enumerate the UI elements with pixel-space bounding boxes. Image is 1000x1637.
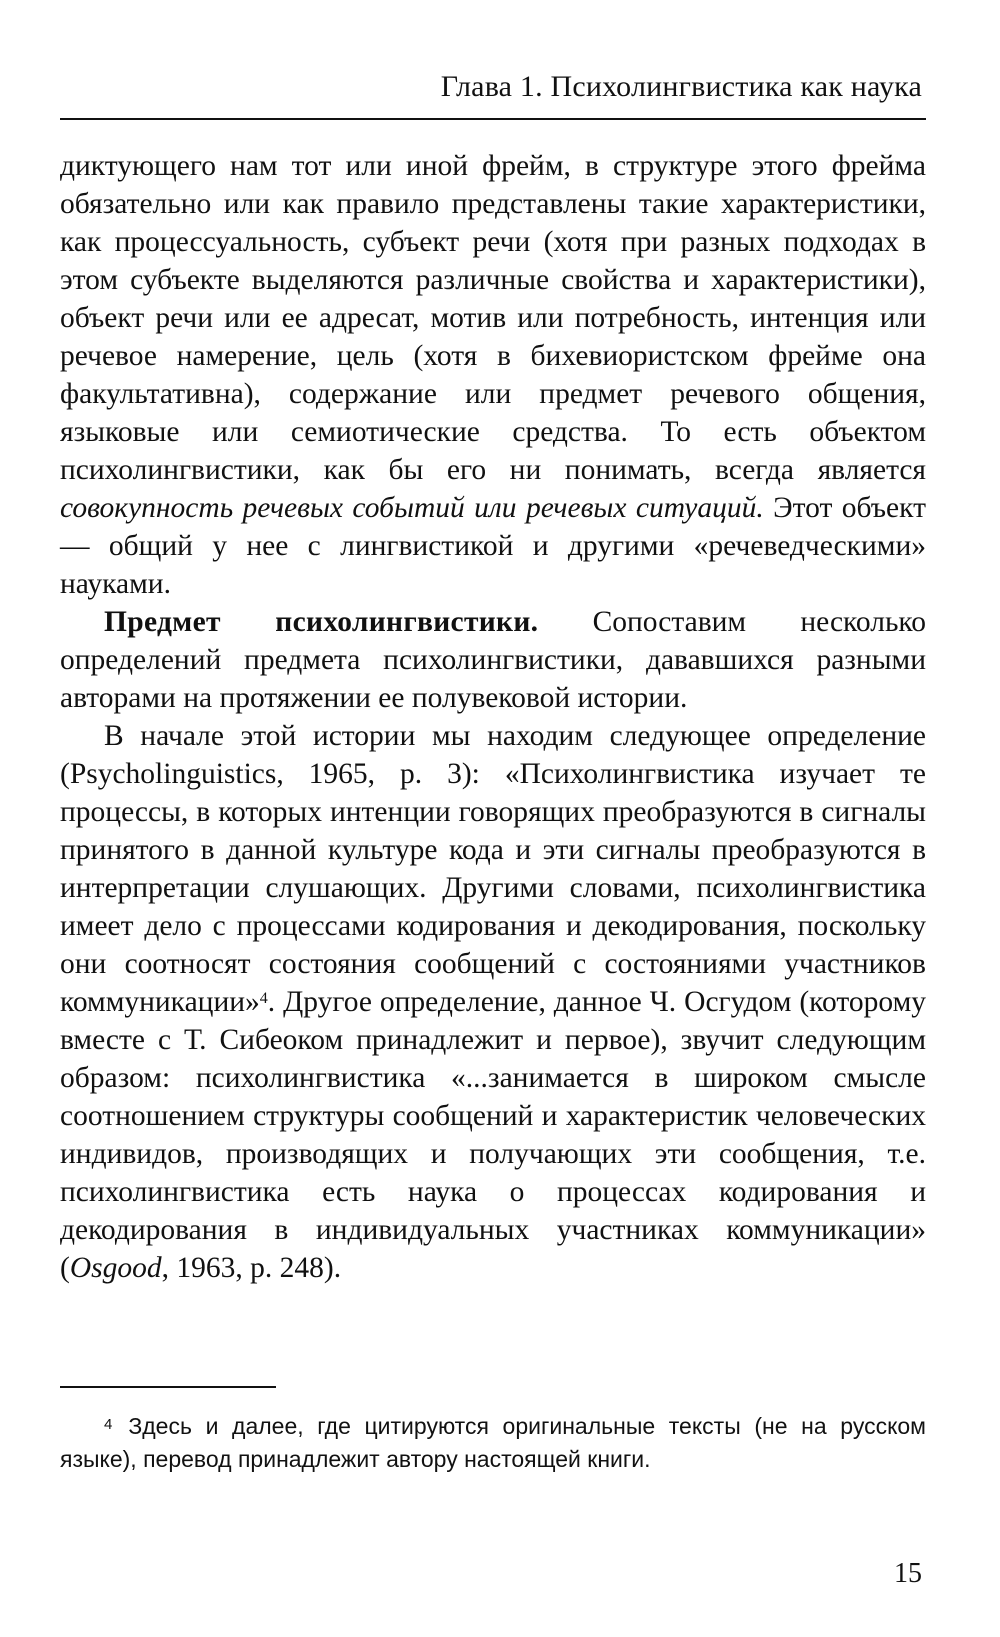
- paragraph-3-text-b: . Другое определение, данное Ч. Осгудом (которому вместе с Т. Сибеоком принадлежит и первое), звучит следующим образом: психолингвистика «...занимается в широком смысле соотношением структуры сообщений и характеристик человеческих индивидов, производящих и получающих эти сообщения, т.е. психолингвистика есть наука о процессах кодирования и декодирования в индивидуальных участниках коммуникации» (: [60, 986, 926, 1284]
- paragraph-2-text: Сопоставим несколько определений предмета психолингвистики, дававшихся разными авторами на протяжении ее полувековой истории.: [60, 606, 926, 714]
- paragraph-2: [60, 603, 926, 717]
- citation-author: Osgood: [69, 1252, 162, 1284]
- page-number: 15: [894, 1558, 922, 1589]
- footnote-marker: 4: [104, 1416, 113, 1433]
- header-rule: [60, 118, 926, 120]
- paragraph-3-text-a: В начале этой истории мы находим следующее определение (Psycholinguistics, 1965, p. 3): «Психолингвистика изучает те процессы, в которых интенции говорящих преобразуются в сигналы принятого в данной культуре кода и эти сигналы преобразуются в интерпретации слушающих. Другими словами, психолингвистика имеет дело с процессами кодирования и декодирования, поскольку они соотносят состояния сообщений с состояниями участников коммуникации»: [60, 720, 926, 1018]
- paragraph-3-text-c: , 1963, p. 248).: [161, 1252, 342, 1284]
- paragraph-1: [60, 147, 926, 603]
- paragraph-1-emphasis: совокупность речевых событий или речевых ситуаций.: [60, 492, 764, 524]
- footnote-text: Здесь и далее, где цитируются оригинальные тексты (не на русском языке), перевод принадлежит автору настоящей книги.: [60, 1413, 926, 1472]
- running-head-title: Глава 1. Психолингвистика как наука: [440, 70, 922, 103]
- paragraph-3: [60, 717, 926, 1287]
- main-text: [60, 147, 926, 1287]
- paragraph-1-text-b: Этот объект — общий у нее с лингвистикой и другими «речеведческими» науками.: [60, 492, 926, 600]
- footnote: [60, 1410, 926, 1476]
- paragraph-1-text-a: диктующего нам тот или иной фрейм, в структуре этого фрейма обязательно или как правило представлены такие характеристики, как процессуальность, субъект речи (хотя при разных подходах в этом субъекте выделяются различные свойства и характеристики), объект речи или ее адресат, мотив или потребность, интенция или речевое намерение, цель (хотя в бихевиористском фрейме она факультативна), содержание или предмет речевого общения, языковые или семиотические средства. То есть объектом психолингвистики, как бы его ни понимать, всегда является: [60, 150, 926, 486]
- section-heading-subject: Предмет психолингвистики.: [104, 606, 539, 638]
- footnote-reference: 4: [259, 990, 268, 1007]
- footnote-rule: [60, 1386, 276, 1388]
